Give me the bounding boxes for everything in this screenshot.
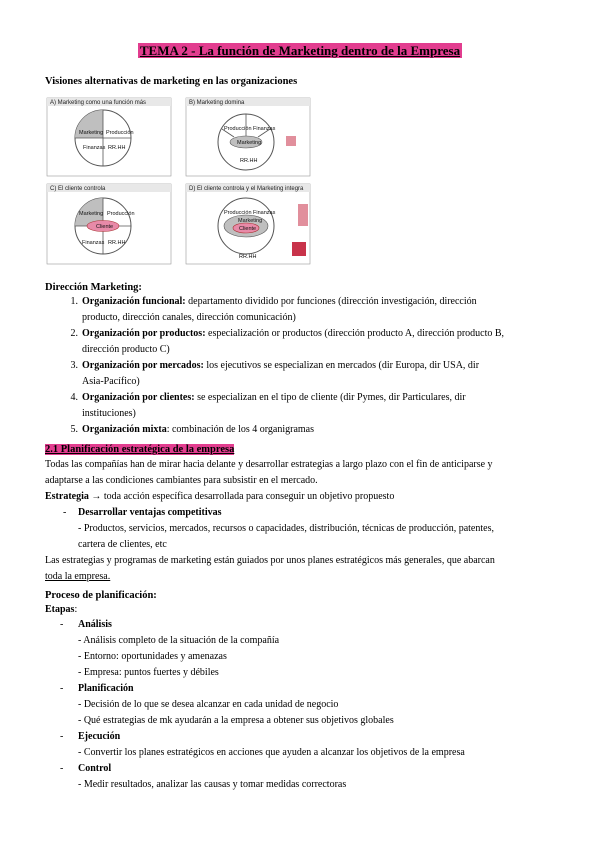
panel-d-marketing: Marketing	[238, 218, 263, 224]
stage-ejecucion-line-1: - Convertir los planes estratégicos en acciones que ayuden a alcanzar los objetivos de la empresa	[78, 747, 465, 758]
panel-c-produccion: Producción	[107, 211, 135, 217]
direccion-item-4	[70, 390, 587, 422]
stage-analisis-name: Análisis	[78, 619, 112, 630]
item-4-text2: instituciones)	[82, 408, 136, 419]
stage-ejecucion	[60, 729, 593, 761]
item-1-text: departamento dividido por funciones (dirección investigación, dirección	[185, 296, 477, 307]
stages-list	[60, 617, 593, 793]
item-1-text2: producto, dirección canales, dirección comunicación)	[82, 312, 296, 323]
stage-ejecucion-name: Ejecución	[78, 731, 121, 742]
stage-control-dash: -	[60, 763, 64, 774]
panel-a-marketing: Marketing	[79, 130, 104, 136]
item-4-number: 4.	[70, 392, 78, 403]
item-2-text: especialización or productos (dirección producto A, dirección producto B,	[205, 328, 505, 339]
item-3-text: los ejecutivos se especializan en mercados (dir Europa, dir USA, dir	[203, 360, 480, 371]
organization-diagram-svg	[46, 92, 312, 268]
item-3-number: 3.	[70, 360, 78, 371]
direccion-item-3	[70, 358, 587, 390]
stage-planificacion-line-2: - Qué estrategias de mk ayudarán a la empresa a obtener sus objetivos globales	[78, 715, 394, 726]
direccion-item-1	[70, 294, 587, 326]
direccion-list	[70, 294, 587, 438]
stage-control-name: Control	[78, 763, 112, 774]
item-2-bold: Organización por productos:	[82, 328, 206, 339]
panel-c-marketing: Marketing	[79, 211, 104, 217]
panel-b-rrhh: RR.HH	[240, 158, 258, 164]
stage-planificacion-dash: -	[60, 683, 64, 694]
panel-b-marketing: Marketing	[237, 140, 262, 146]
ventajas-label-line	[63, 505, 593, 521]
etapas-line: Etapas:	[45, 604, 78, 615]
university-logo	[292, 242, 306, 256]
item-3-text2: Asia-Pacífico)	[82, 376, 140, 387]
stage-control-line-1: - Medir resultados, analizar las causas y tomar medidas correctoras	[78, 779, 347, 790]
stage-analisis	[60, 617, 593, 681]
etapas-label: Etapas	[45, 604, 75, 615]
ventajas-dash: -	[63, 507, 67, 518]
panel-d-produccion: Producción	[224, 210, 252, 216]
item-2-number: 2.	[70, 328, 78, 339]
panel-a-rrhh: RR.HH	[108, 145, 126, 151]
item-1-bold: Organización funcional:	[82, 296, 186, 307]
panel-d-caption: D) El cliente controla y el Marketing integra	[189, 186, 304, 192]
panel-b-produccion: Producción	[224, 126, 252, 132]
stage-planificacion-line-1: - Decisión de lo que se desea alcanzar en cada unidad de negocio	[78, 699, 339, 710]
page-title	[0, 43, 600, 59]
item-4-text: se especializan en el tipo de cliente (dir Pymes, dir Particulares, dir	[194, 392, 466, 403]
ventajas-line-1: - Productos, servicios, mercados, recursos o capacidades, distribución, técnicas de producción, patentes,	[78, 523, 494, 534]
stage-analisis-line-2: - Entorno: oportunidades y amenazas	[78, 651, 227, 662]
stage-control	[60, 761, 593, 793]
p2-line-1: Las estrategias y programas de marketing están guiados por unos planes estratégicos más generales, que abarcan	[45, 555, 495, 566]
direccion-item-5	[70, 422, 587, 438]
p2-line-2: toda la empresa.	[45, 571, 111, 582]
panel-a-produccion: Producción	[106, 130, 134, 136]
panel-d-cliente: Cliente	[239, 226, 257, 232]
stage-analisis-dash: -	[60, 619, 64, 630]
item-5-number: 5.	[70, 424, 78, 435]
panel-b-finanzas: Finanzas	[253, 126, 276, 132]
section-2-1-heading	[45, 444, 234, 455]
section-2-1-body	[45, 457, 593, 585]
direccion-item-2	[70, 326, 587, 358]
stage-planificacion-name: Planificación	[78, 683, 134, 694]
proceso-heading: Proceso de planificación:	[45, 590, 157, 601]
page-title-text: TEMA 2 - La función de Marketing dentro de la Empresa	[139, 43, 461, 58]
estrategia-line	[45, 489, 593, 505]
estrategia-label: Estrategia	[45, 491, 89, 502]
stage-analisis-line-1: - Análisis completo de la situación de la compañía	[78, 635, 280, 646]
stage-ejecucion-dash: -	[60, 731, 64, 742]
stage-analisis-line-3: - Empresa: puntos fuertes y débiles	[78, 667, 219, 678]
panel-b-caption: B) Marketing domina	[189, 100, 245, 106]
panel-a-caption: A) Marketing como una función más	[50, 100, 147, 106]
p1-line-1: Todas las compañías han de mirar hacia delante y desarrollar estrategias a largo plazo con el fin de anticiparse y	[45, 459, 493, 470]
item-4-bold: Organización por clientes:	[82, 392, 195, 403]
ventajas-label: Desarrollar ventajas competitivas	[78, 507, 222, 518]
section-2-1-heading-text: 2.1 Planificación estratégica de la empresa	[45, 444, 235, 455]
ventajas-line-2: cartera de clientes, etc	[78, 539, 167, 550]
panel-c-rrhh: RR.HH	[108, 240, 126, 246]
visiones-heading: Visiones alternativas de marketing en las organizaciones	[45, 76, 298, 87]
panel-a-finanzas: Finanzas	[83, 145, 106, 151]
decor-red-bar-2	[298, 204, 308, 226]
decor-red-bar-1	[286, 136, 296, 146]
stage-planificacion	[60, 681, 593, 729]
panel-d-rrhh: RR.HH	[239, 254, 257, 260]
item-1-number: 1.	[70, 296, 78, 307]
panel-d-finanzas: Finanzas	[253, 210, 276, 216]
panel-c-caption: C) El cliente controla	[50, 186, 106, 192]
estrategia-text: → toda acción específica desarrollada para conseguir un objetivo propuesto	[88, 491, 395, 502]
direccion-heading: Dirección Marketing:	[45, 282, 142, 293]
item-5-text: : combinación de los 4 organigramas	[166, 424, 314, 435]
panel-c-cliente: Cliente	[96, 224, 114, 230]
panel-c-finanzas: Finanzas	[82, 240, 105, 246]
organization-diagram	[46, 92, 312, 268]
item-5-bold: Organización mixta	[82, 424, 167, 435]
ventajas-block	[45, 505, 593, 553]
item-3-bold: Organización por mercados:	[82, 360, 204, 371]
p1-line-2: adaptarse a las condiciones cambiantes para subsistir en el mercado.	[45, 475, 318, 486]
item-2-text2: dirección producto C)	[82, 344, 170, 355]
